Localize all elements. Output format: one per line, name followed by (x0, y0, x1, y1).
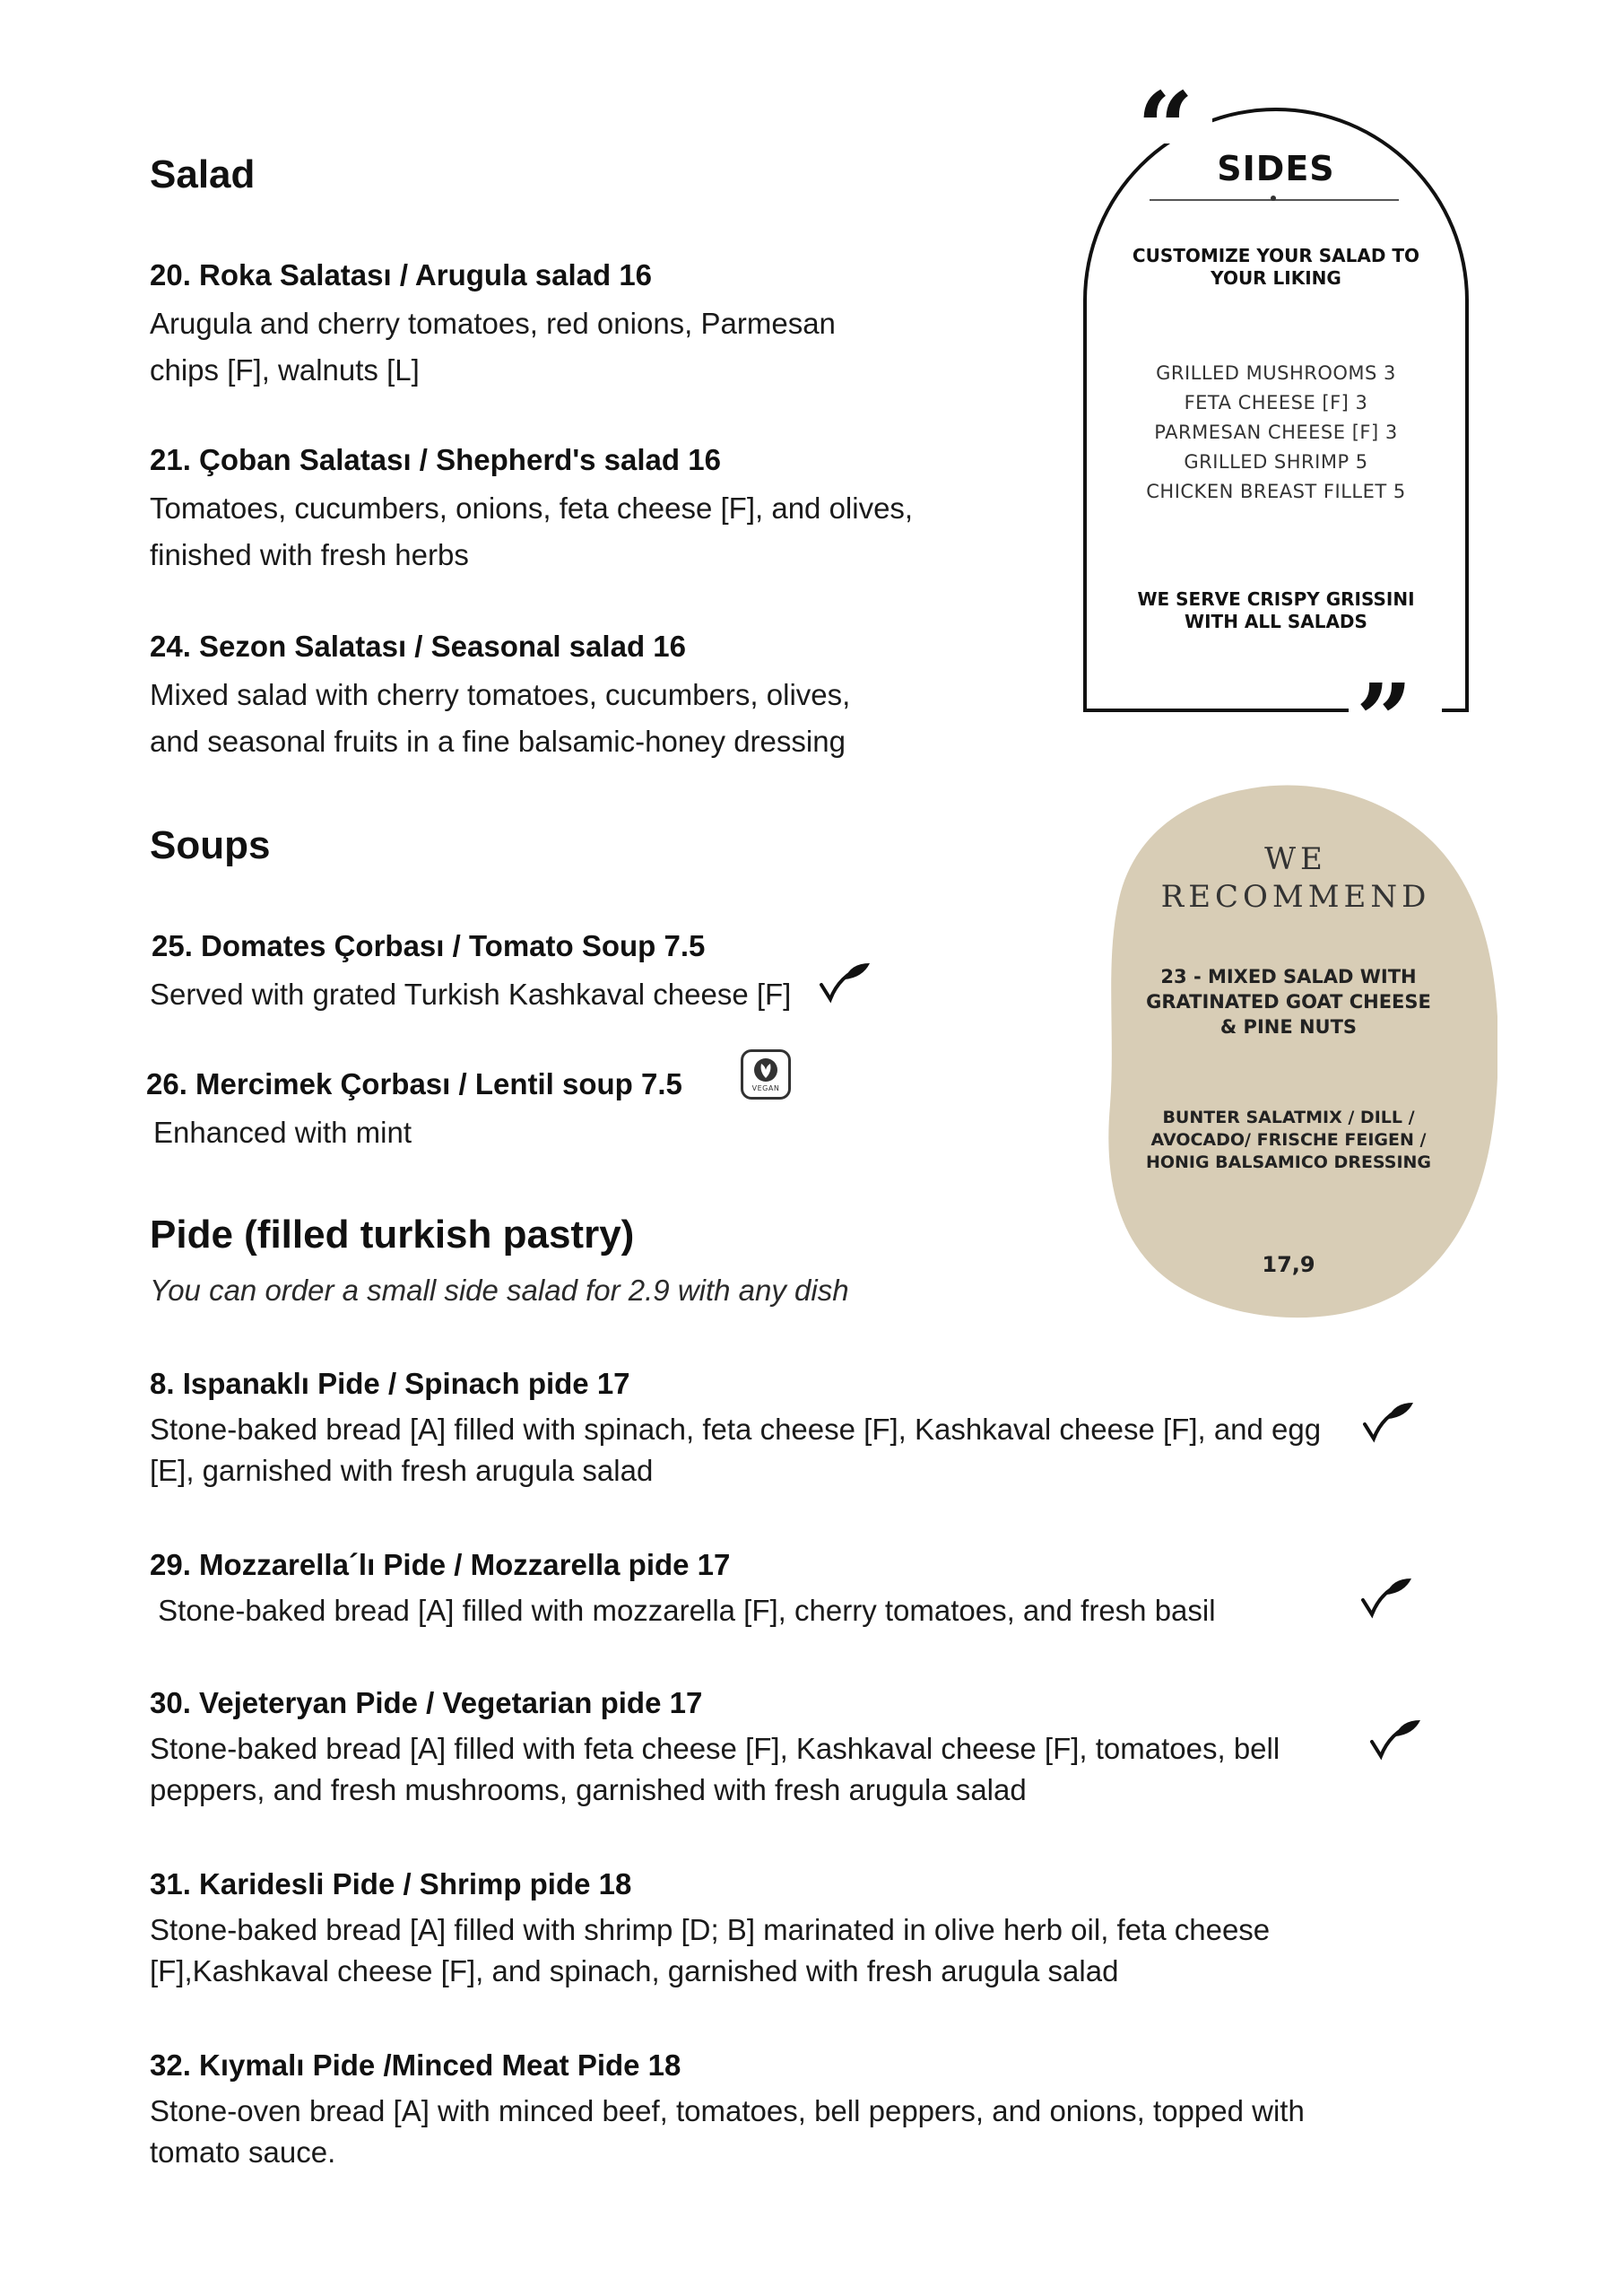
vegetarian-leaf-icon (1361, 1401, 1417, 1446)
recommend-price: 17,9 (1262, 1252, 1315, 1277)
pide-item-32-desc (150, 2091, 1305, 2173)
pide-item-32-desc-line1: Stone-oven bread [A] with minced beef, tomatoes, bell peppers, and onions, topped with (150, 2094, 1305, 2127)
sides-footer-line1: WE SERVE CRISPY GRISSINI (1137, 588, 1415, 610)
pide-item-31-desc (150, 1909, 1270, 1992)
pide-item-30-title: 30. Vejeteryan Pide / Vegetarian pide 17 (150, 1686, 703, 1719)
salad-item-21-desc-line1: Tomatoes, cucumbers, onions, feta cheese [F], and olives, (150, 491, 914, 525)
vegetarian-leaf-icon (1368, 1718, 1424, 1763)
sides-subtitle (1094, 245, 1458, 290)
recommend-dish-line1: 23 - MIXED SALAD WITH (1160, 966, 1417, 987)
sides-subtitle-line2: YOUR LIKING (1211, 267, 1341, 289)
sides-list-item: GRILLED MUSHROOMS 3 (1156, 362, 1396, 384)
pide-item-8-desc (150, 1409, 1321, 1492)
soup-item-25-title: 25. Domates Çorbası / Tomato Soup 7.5 (152, 929, 706, 962)
sides-list (1094, 359, 1458, 507)
salad-item-20-desc (150, 300, 836, 394)
sides-list-item: PARMESAN CHEESE [F] 3 (1154, 422, 1398, 443)
salad-item-24-title: 24. Sezon Salatası / Seasonal salad 16 (150, 630, 686, 663)
recommend-dish (1105, 964, 1472, 1039)
salad-heading: Salad (150, 152, 256, 196)
sides-footer-line2: WITH ALL SALADS (1185, 611, 1367, 632)
soup-item-26-desc: Enhanced with mint (153, 1116, 412, 1149)
pide-item-29-title: 29. Mozzarella´lı Pide / Mozzarella pide 17 (150, 1548, 731, 1581)
sides-list-item: GRILLED SHRIMP 5 (1184, 451, 1368, 473)
salad-item-20-title: 20. Roka Salatası / Arugula salad 16 (150, 258, 653, 291)
pide-item-8-title: 8. Ispanaklı Pide / Spinach pide 17 (150, 1367, 630, 1400)
sides-title: SIDES (1217, 149, 1335, 188)
pide-note: You can order a small side salad for 2.9 with any dish (150, 1274, 849, 1307)
pide-item-32-desc-line2: tomato sauce. (150, 2135, 336, 2169)
sides-subtitle-line1: CUSTOMIZE YOUR SALAD TO (1132, 245, 1420, 266)
salad-item-24-desc (150, 672, 850, 765)
recommend-ingredients (1105, 1107, 1472, 1174)
pide-item-8-desc-line1: Stone-baked bread [A] filled with spinach, feta cheese [F], Kashkaval cheese [F], and egg (150, 1413, 1322, 1446)
recommend-dish-line2: GRATINATED GOAT CHEESE (1146, 991, 1431, 1013)
salad-item-20-desc-line2: chips [F], walnuts [L] (150, 353, 420, 387)
salad-item-21-desc (150, 485, 913, 578)
pide-item-31-desc-line1: Stone-baked bread [A] filled with shrimp [D; B] marinated in olive herb oil, feta cheese (150, 1913, 1271, 1946)
vegetarian-leaf-icon (1359, 1577, 1415, 1622)
sides-bottom-line-left (1083, 709, 1349, 712)
sides-list-item: CHICKEN BREAST FILLET 5 (1146, 481, 1406, 502)
pide-item-31-desc-line2: [F],Kashkaval cheese [F], and spinach, garnished with fresh arugula salad (150, 1954, 1119, 1987)
recommend-dish-line3: & PINE NUTS (1219, 1016, 1358, 1038)
pide-item-32-title: 32. Kıymalı Pide /Minced Meat Pide 18 (150, 2048, 681, 2082)
vegetarian-leaf-icon (818, 961, 873, 1006)
sides-list-item: FETA CHEESE [F] 3 (1184, 392, 1368, 413)
salad-item-21-desc-line2: finished with fresh herbs (150, 538, 469, 571)
recommend-title-line1: WE (1264, 841, 1327, 877)
sides-footer (1094, 588, 1458, 633)
pide-item-31-title: 31. Karidesli Pide / Shrimp pide 18 (150, 1867, 632, 1900)
open-quote-icon: “ (1137, 70, 1194, 186)
pide-item-8-desc-line2: [E], garnished with fresh arugula salad (150, 1454, 654, 1487)
soups-heading: Soups (150, 823, 271, 867)
recommend-ingredients-line3: HONIG BALSAMICO DRESSING (1145, 1152, 1432, 1172)
pide-heading: Pide (filled turkish pastry) (150, 1213, 635, 1257)
recommend-title (1112, 840, 1480, 916)
sides-divider-dot (1271, 196, 1276, 201)
recommend-title-line2: RECOMMEND (1160, 879, 1431, 915)
salad-item-21-title: 21. Çoban Salatası / Shepherd's salad 16 (150, 443, 721, 476)
salad-item-20-desc-line1: Arugula and cherry tomatoes, red onions, Parmesan (150, 307, 836, 340)
pide-item-29-desc: Stone-baked bread [A] filled with mozzarella [F], cherry tomatoes, and fresh basil (150, 1594, 1216, 1627)
pide-item-30-desc-line1: Stone-baked bread [A] filled with feta cheese [F], Kashkaval cheese [F], tomatoes, bell (150, 1732, 1280, 1765)
soup-item-26-title: 26. Mercimek Çorbası / Lentil soup 7.5 (146, 1067, 682, 1100)
recommend-ingredients-line1: BUNTER SALATMIX / DILL / (1162, 1108, 1415, 1127)
vegan-badge-label: VEGAN (751, 1084, 780, 1092)
vegan-badge-icon (741, 1049, 791, 1100)
pide-item-30-desc (150, 1728, 1280, 1811)
close-quote-icon: ” (1356, 662, 1413, 778)
recommend-ingredients-line2: AVOCADO/ FRISCHE FEIGEN / (1150, 1130, 1427, 1150)
soup-item-25-desc: Served with grated Turkish Kashkaval cheese [F] (150, 978, 792, 1011)
salad-item-24-desc-line1: Mixed salad with cherry tomatoes, cucumbers, olives, (150, 678, 851, 711)
pide-item-30-desc-line2: peppers, and fresh mushrooms, garnished with fresh arugula salad (150, 1773, 1027, 1806)
sides-bottom-line-right (1442, 709, 1469, 712)
salad-item-24-desc-line2: and seasonal fruits in a fine balsamic-honey dressing (150, 725, 846, 758)
